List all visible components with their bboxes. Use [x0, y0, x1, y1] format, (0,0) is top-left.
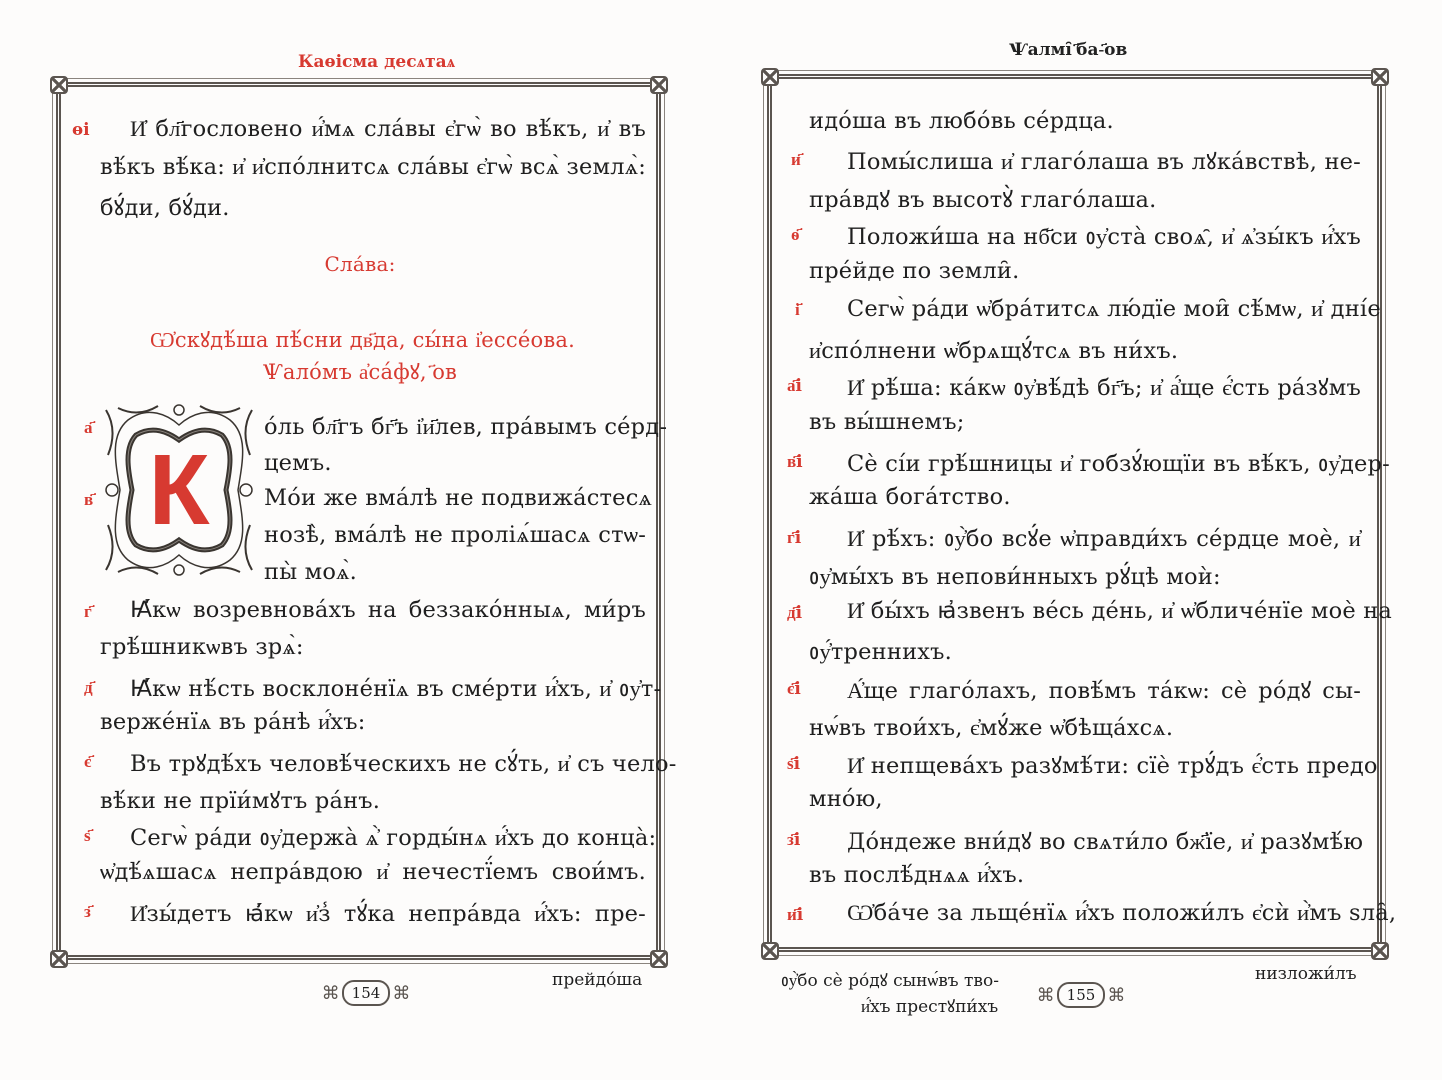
frame-corner-knot-icon: [1371, 942, 1389, 960]
frame-corner-knot-icon: [650, 950, 668, 968]
running-header: Каѳісма десѧтаѧ: [298, 52, 456, 72]
text-line: вѣ́ки не прїи́мꙋтъ ра́нъ.: [100, 788, 381, 814]
text-line: цемъ.: [264, 450, 332, 476]
text-line: жа́ша бога́тство.: [809, 484, 1011, 510]
verse-number: д҃і: [787, 603, 803, 623]
slava-rubric: Сла́ва:: [324, 252, 396, 276]
text-line: Сегѡ̀ ра́ди ᲂу҆держа̀ ѧ҆̀ горды́нѧ и҆́хъ до конца̀:: [130, 825, 657, 851]
verse-number: а҃: [84, 418, 93, 438]
frame-corner-knot-icon: [50, 950, 68, 968]
verse-number: и҃: [791, 150, 801, 170]
catchword: прейдо́ша: [552, 970, 643, 990]
verse-number: з҃і: [787, 830, 801, 850]
verse-number: є҃: [84, 752, 92, 772]
verse-number: а҃і: [787, 376, 802, 396]
verse-number: д҃: [84, 678, 93, 698]
text-line: ᲂу҆мы́хъ въ непови́нныхъ рꙋ́цѣ моѝ:: [809, 564, 1221, 590]
text-line: И҆ непщева́хъ разꙋмѣ́ти: сїѐ трꙋ́дъ є҆́сть предо: [847, 753, 1378, 779]
running-header: Ѱалмі̑ ҃ба-҃ов: [1009, 40, 1128, 60]
verse-number: г҃: [84, 602, 92, 622]
text-line: пра́вдꙋ въ высотꙋ̀ глаго́лаша.: [809, 187, 1157, 213]
text-line: нозѣ̀, вма́лѣ не проліѧ́шасѧ стѡ-: [264, 522, 646, 548]
text-line: ѡ҆дѣ́ѧшасѧ непра́вдою и҆ нечестї́емъ свои́мъ.: [100, 859, 646, 885]
text-line: Помы́слиша и҆ глаго́лаша въ лꙋка́вствѣ, не-: [847, 149, 1361, 175]
page-number: 154: [342, 980, 391, 1006]
catchword: низложи́лъ: [1255, 964, 1357, 984]
verse-number: в҃: [84, 490, 94, 510]
knot-ornament-icon: ⌘: [1107, 984, 1126, 1006]
text-line: пы̀ моѧ̀.: [264, 559, 357, 585]
text-line: мно́ю,: [809, 786, 883, 812]
text-line: Сегѡ̀ ра́ди ѡ҆бра́титсѧ лю́дїе мои̑ сѣ́мѡ, и҆ дні́е: [847, 296, 1381, 322]
text-line: И҆зы́детъ ꙗ҆́кѡ и҆з̾ тꙋ́ка непра́вда и҆́хъ: пре-: [130, 901, 646, 927]
text-line: грѣ́шникѡвъ зрѧ̀:: [100, 634, 304, 660]
verse-number: в҃і: [787, 452, 803, 472]
text-line: И҆ рѣ́ша: ка́кѡ ᲂу҆вѣ́дѣ бг҃ъ; и҆ а҆́ще є҆́сть ра́зꙋмъ: [847, 375, 1361, 401]
verse-number: г҃і: [787, 528, 802, 548]
text-line: И҆ бы́хъ ꙗ҆звенъ ве́сь де́нь, и҆ ѡ҆бличе́нїе моѐ на: [847, 598, 1393, 624]
text-line: Ꙗ҆́кѡ нѣ́сть восклоне́нїѧ въ сме́рти и҆́хъ, и҆ ᲂу҆т-: [130, 676, 662, 702]
text-line: нѡ́въ твои́хъ, є҆мꙋ́же ѡ҆бѣща́хсѧ.: [809, 715, 1174, 741]
text-line: И҆ бл҃гословено и҆́мѧ сла́вы є҆гѡ̀ во вѣ́къ, и҆ въ: [130, 116, 646, 142]
text-line: А҆́ще глаго́лахъ, повѣ́мъ та́кѡ: сѐ ро́дꙋ сы-: [847, 678, 1361, 704]
verse-number: з҃: [84, 902, 91, 922]
frame-corner-knot-icon: [761, 942, 779, 960]
verse-number: и҃і: [787, 905, 804, 925]
knot-ornament-icon: ⌘: [392, 982, 411, 1004]
footnote-line: и҆́хъ престꙋпи́хъ: [861, 997, 999, 1017]
text-line: верже́нїѧ въ ра́нѣ и҆́хъ:: [100, 709, 366, 735]
text-line: и҆спо́лнени ѡ҆брѧщꙋ́тсѧ въ ни́хъ.: [809, 338, 1179, 364]
verse-number: і҃: [795, 300, 800, 320]
text-line: И҆ рѣ́хъ: ᲂу҆̀бо всꙋ́е ѡ҆правди́хъ се́рдце моѐ, и҆: [847, 526, 1361, 552]
page-number: 155: [1057, 982, 1106, 1008]
text-line: пре́йде по земли̑.: [809, 258, 1020, 284]
text-line: бꙋ́ди, бꙋ́ди.: [100, 195, 230, 221]
verse-number: ѕ҃і: [787, 754, 801, 774]
text-line: вѣ́къ вѣ́ка: и҆ и҆спо́лнитсѧ сла́вы є҆гѡ̀ всѧ̀ землѧ̀:: [100, 154, 646, 180]
verse-number: ѳі: [72, 120, 90, 140]
page-number-ornament: [306, 980, 426, 1006]
text-line: ᲂу҆́треннихъ.: [809, 639, 953, 665]
text-line: въ вы́шнемъ;: [809, 409, 965, 435]
frame-corner-knot-icon: [761, 68, 779, 86]
text-line: Сѐ сі́и грѣ́шницы и҆ гобзꙋ́ющїи въ вѣ́къ, ᲂу҆дер-: [847, 451, 1390, 477]
text-line: До́ндеже вни́дꙋ во свѧти́ло бж҃їе, и҆ разꙋмѣ́ю: [847, 829, 1364, 855]
psalm-title: Ѱало́мъ а҆са́фꙋ, ҃ов: [262, 360, 458, 384]
verse-number: ѕ҃: [84, 826, 91, 846]
text-line: Ѡ҆ба́че за льще́нїѧ и҆́хъ положи́лъ є҆сѝ и҆̀мъ ѕла̑,: [847, 900, 1397, 926]
page-number-ornament: [1021, 982, 1141, 1008]
verse-number: є҃і: [787, 679, 801, 699]
text-line: Мо́и же вма́лѣ не подвижа́стесѧ: [264, 485, 652, 511]
frame-corner-knot-icon: [650, 76, 668, 94]
text-line: о́ль бл҃гъ бг҃ъ і҆и҃лев, пра́вымъ се́рд-: [264, 414, 668, 440]
knot-ornament-icon: ⌘: [321, 982, 340, 1004]
text-line: Ꙗ҆́кѡ возревнова́хъ на беззако́нныѧ, ми́ръ: [130, 597, 646, 623]
footnote-line: ᲂу҆̀бо сѐ ро́дꙋ сынѡ́въ тво-: [781, 971, 999, 991]
dropcap-ornament: [98, 400, 260, 580]
dropcap-letter: К: [148, 434, 210, 546]
frame-corner-knot-icon: [50, 76, 68, 94]
knot-ornament-icon: ⌘: [1036, 984, 1055, 1006]
text-line: въ послѣ́днѧѧ и҆́хъ.: [809, 862, 1025, 888]
rubric-title: Ѡ҆скꙋдѣ́ша пѣ́сни дв҃да, сы́на і҆ессе́ова.: [150, 328, 575, 352]
text-line: Въ трꙋдѣ́хъ человѣ́ческихъ не сꙋ́ть, и҆ съ чело-: [130, 751, 677, 777]
right-page: [721, 0, 1442, 1080]
text-line: идо́ша въ любо́вь се́рдца.: [809, 108, 1114, 134]
frame-corner-knot-icon: [1371, 68, 1389, 86]
text-line: Положи́ша на нб҃си ᲂу҆ста̀ своѧ̑, и҆ ѧ҆зы́къ и҆́хъ: [847, 224, 1361, 250]
verse-number: ѳ҃: [791, 225, 800, 245]
